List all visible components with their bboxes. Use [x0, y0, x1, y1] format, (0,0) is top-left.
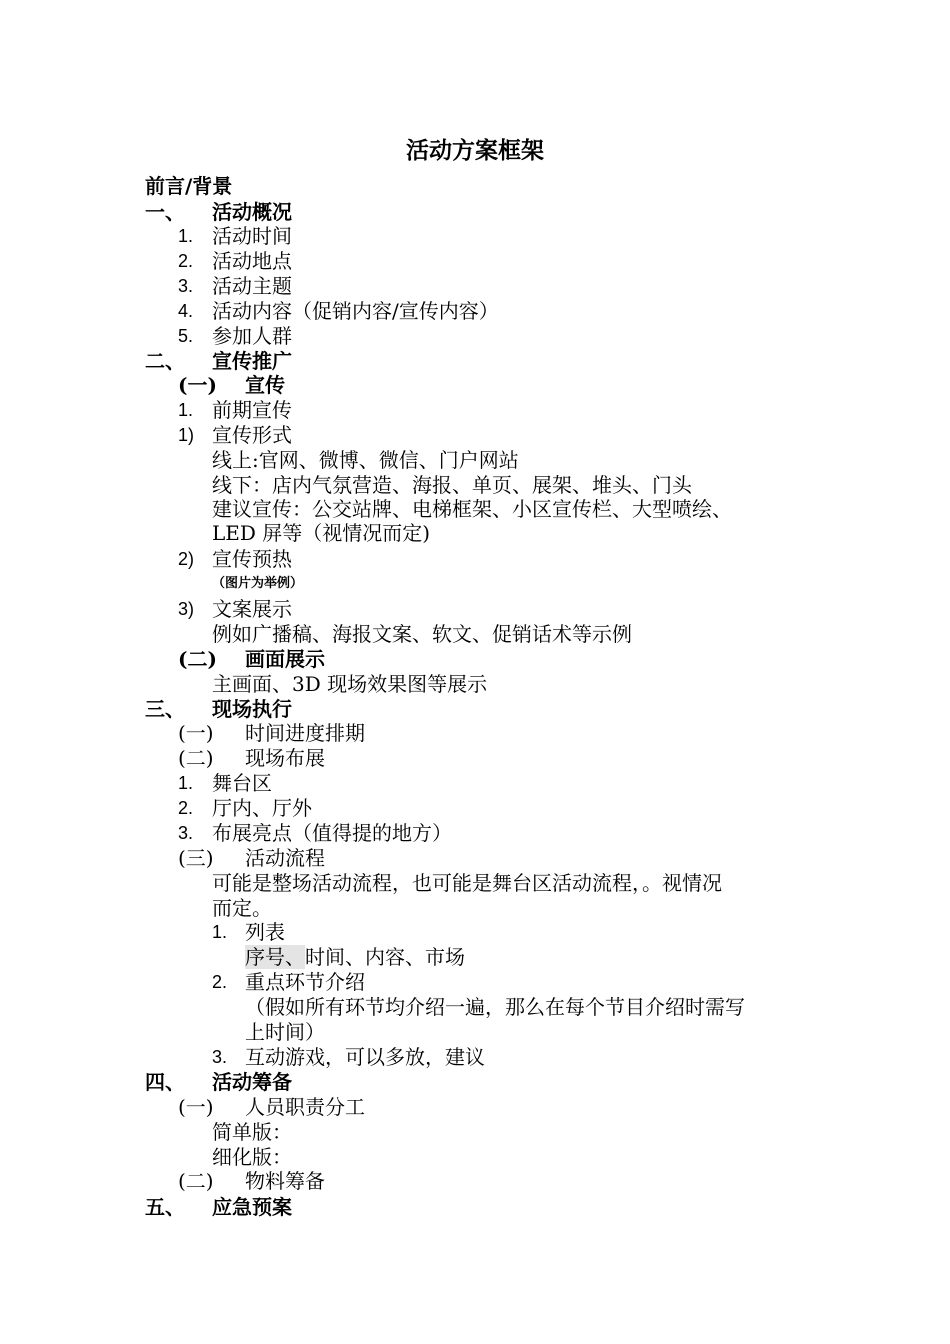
body-text: 而定。	[212, 896, 272, 920]
list-item: 互动游戏，可以多放，建议	[245, 1045, 485, 1069]
subsection-marker: (一)	[178, 721, 214, 745]
section-5-marker: 五、	[145, 1195, 185, 1219]
list-item: 活动地点	[212, 249, 292, 273]
list-item-number: 5.	[178, 326, 194, 346]
list-item: 活动内容（促销内容/宣传内容）	[212, 299, 499, 323]
subsection-heading: 时间进度排期	[245, 721, 365, 745]
body-text: 细化版：	[212, 1145, 292, 1169]
subsection-heading: 画面展示	[245, 647, 325, 671]
list-item-number: 2.	[212, 972, 228, 992]
body-text: 上时间）	[245, 1020, 325, 1044]
body-text: （假如所有环节均介绍一遍，那么在每个节目介绍时需写	[245, 995, 745, 1019]
list-item-number: 1)	[178, 425, 195, 445]
body-text: 主画面、3D 现场效果图等展示	[212, 672, 488, 696]
subsection-marker: (一)	[178, 1095, 214, 1119]
body-text: 简单版：	[212, 1120, 292, 1144]
list-item: 前期宣传	[212, 398, 292, 422]
subsection-marker: (二)	[178, 647, 217, 671]
list-item: 布展亮点（值得提的地方）	[212, 821, 452, 845]
list-item-number: 1.	[178, 226, 194, 246]
list-item-number: 3.	[178, 276, 194, 296]
list-item-number: 2.	[178, 251, 194, 271]
list-item-number: 3)	[178, 599, 195, 619]
section-3-marker: 三、	[145, 697, 185, 721]
section-4-heading: 活动筹备	[212, 1070, 292, 1094]
subsection-heading: 物料筹备	[245, 1169, 325, 1193]
highlighted-text: 序号、	[245, 945, 305, 969]
list-item-number: 4.	[178, 301, 194, 321]
list-item-number: 1.	[178, 400, 194, 420]
subsection-heading: 现场布展	[245, 746, 325, 770]
body-text: 可能是整场活动流程，也可能是舞台区活动流程，。视情况	[212, 871, 722, 895]
subsection-marker: (二)	[178, 1169, 214, 1193]
subsection-marker: (二)	[178, 746, 214, 770]
body-text: 线下：店内气氛营造、海报、单页、展架、堆头、门头	[212, 473, 692, 497]
list-item: 文案展示	[212, 597, 292, 621]
body-text: 例如广播稿、海报文案、软文、促销话术等示例	[212, 622, 632, 646]
section-2-heading: 宣传推广	[212, 349, 292, 373]
section-3-heading: 现场执行	[212, 697, 292, 721]
list-item: 舞台区	[212, 771, 272, 795]
preface-heading: 前言/背景	[145, 174, 233, 198]
list-item: 宣传预热	[212, 547, 292, 571]
document-title: 活动方案框架	[406, 137, 544, 164]
list-item: 重点环节介绍	[245, 970, 365, 994]
list-item: 活动主题	[212, 274, 292, 298]
list-item: 厅内、厅外	[212, 796, 312, 820]
list-item-number: 3.	[178, 823, 194, 843]
list-item-number: 1.	[212, 922, 228, 942]
subsection-heading: 人员职责分工	[245, 1095, 365, 1119]
list-item: 宣传形式	[212, 423, 292, 447]
body-text: 建议宣传：公交站牌、电梯框架、小区宣传栏、大型喷绘、	[212, 497, 732, 521]
subsection-heading: 活动流程	[245, 846, 325, 870]
subsection-marker: (三)	[178, 846, 214, 870]
list-item: 列表	[245, 920, 285, 944]
section-1-heading: 活动概况	[212, 200, 292, 224]
subsection-heading: 宣传	[245, 373, 285, 397]
list-item-number: 2)	[178, 549, 195, 569]
section-5-heading: 应急预案	[212, 1195, 292, 1219]
section-1-marker: 一、	[145, 200, 185, 224]
image-caption: （图片为举例）	[212, 576, 304, 591]
list-item: 参加人群	[212, 324, 292, 348]
list-item-number: 3.	[212, 1047, 228, 1067]
subsection-marker: (一)	[178, 373, 217, 397]
body-text: 时间、内容、市场	[305, 945, 465, 969]
list-item-number: 1.	[178, 773, 194, 793]
section-4-marker: 四、	[145, 1070, 185, 1094]
body-text: LED 屏等（视情况而定)	[212, 521, 431, 545]
body-text: 线上:官网、微博、微信、门户网站	[212, 448, 519, 472]
list-columns	[245, 945, 465, 970]
list-item-number: 2.	[178, 798, 194, 818]
section-2-marker: 二、	[145, 349, 185, 373]
list-item: 活动时间	[212, 224, 292, 248]
